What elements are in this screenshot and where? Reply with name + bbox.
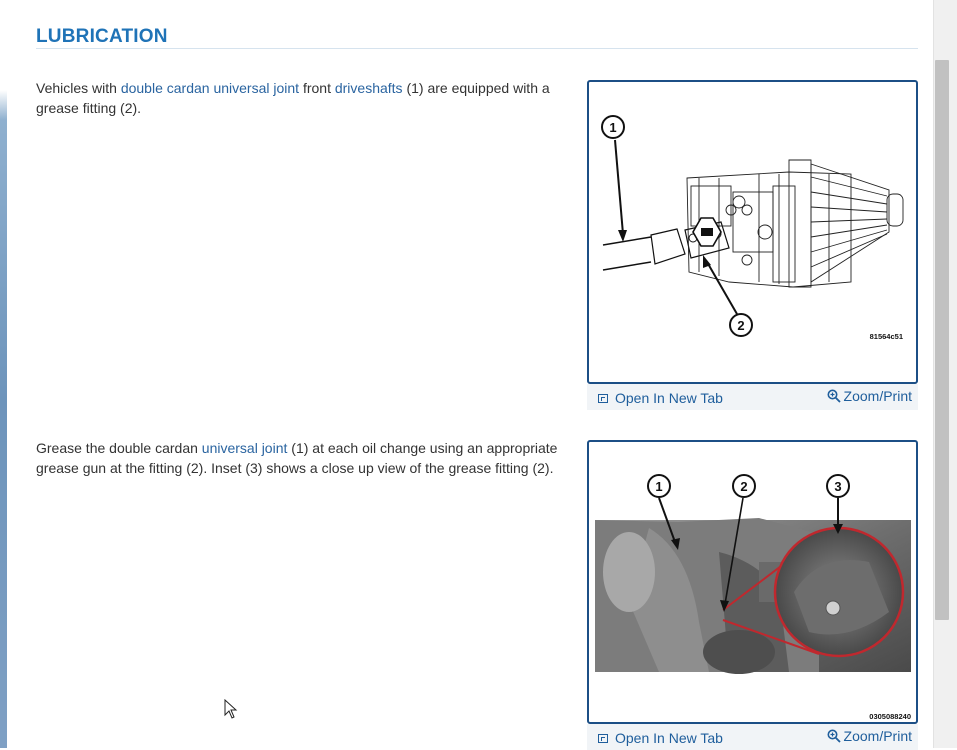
- figure1-open-new-tab-link[interactable]: [598, 390, 723, 406]
- zoom-print-label: Zoom/Print: [843, 728, 912, 744]
- grease-fitting-photo: [589, 442, 916, 722]
- figure-image-frame[interactable]: [587, 80, 918, 384]
- open-tab-icon: [598, 734, 608, 743]
- text-segment: front: [299, 80, 335, 96]
- text-segment: (1) at each oil change using an appropriate grease gun at the fitting (2). Inset (3) shows a close up view of the grease fitting (2).: [36, 440, 558, 476]
- figure2-callout-1: 1: [655, 479, 663, 494]
- open-new-tab-label: Open In New Tab: [615, 390, 723, 406]
- figure-driveshaft-grease-fitting: [587, 80, 918, 410]
- paragraph-grease-procedure: [36, 438, 576, 478]
- left-edge-strip: [0, 0, 7, 748]
- figure2-toolbar: [587, 724, 918, 750]
- open-tab-icon: [598, 394, 608, 403]
- figure2-callout-2: 2: [740, 479, 748, 494]
- text-segment: Grease the double cardan: [36, 440, 202, 456]
- figure2-callout-3: 3: [834, 479, 842, 494]
- page-title: LUBRICATION: [36, 26, 168, 47]
- link-universal-joint[interactable]: universal joint: [201, 440, 288, 456]
- magnifier-icon: [827, 389, 841, 403]
- text-segment: Vehicles with: [36, 80, 121, 96]
- figure1-zoom-print-link[interactable]: [827, 388, 912, 404]
- text-segment: (1) are equipped with a grease fitting (2).: [36, 80, 550, 116]
- figure1-callout-1: 1: [609, 120, 617, 135]
- vertical-scrollbar-thumb[interactable]: [935, 60, 949, 620]
- link-double-cardan-universal-joint[interactable]: double cardan universal joint: [120, 80, 300, 96]
- zoom-print-label: Zoom/Print: [843, 388, 912, 404]
- driveshaft-illustration: [589, 82, 916, 382]
- open-new-tab-label: Open In New Tab: [615, 730, 723, 746]
- mouse-pointer-icon: [224, 699, 238, 719]
- figure-image-frame[interactable]: [587, 440, 918, 724]
- magnifier-icon: [827, 729, 841, 743]
- link-driveshafts[interactable]: driveshafts: [334, 80, 403, 96]
- figure-grease-fitting-photo: [587, 440, 918, 750]
- figure1-code: 81564c51: [869, 332, 903, 341]
- figure1-callout-2: 2: [737, 318, 745, 333]
- figure2-zoom-print-link[interactable]: [827, 728, 912, 744]
- title-divider: [36, 48, 918, 49]
- paragraph-lubrication-intro: [36, 78, 571, 118]
- figure2-open-new-tab-link[interactable]: [598, 730, 723, 746]
- figure2-code: 0305088240: [869, 712, 911, 721]
- figure1-toolbar: [587, 384, 918, 410]
